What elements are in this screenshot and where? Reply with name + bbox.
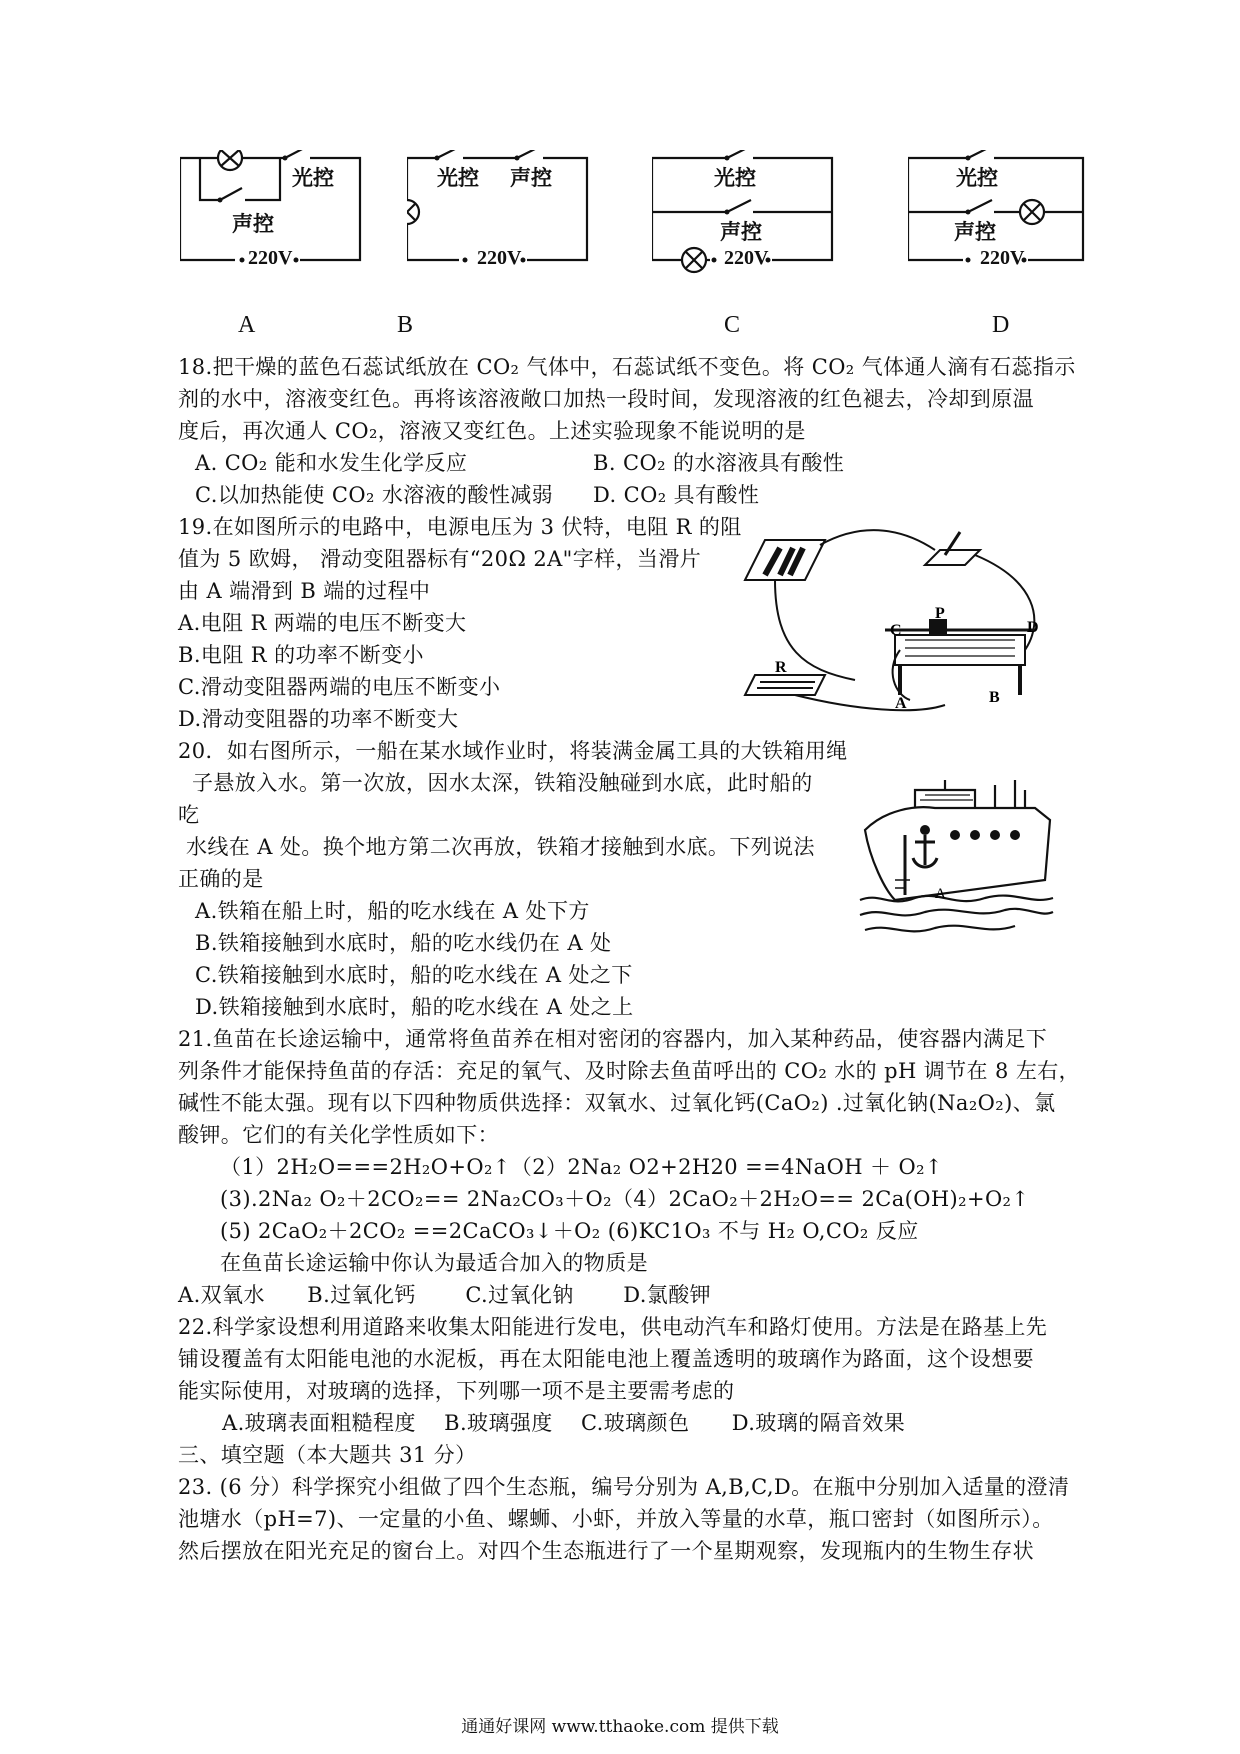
apparatus-drawing — [735, 520, 1055, 720]
circuit-diagrams — [180, 150, 1220, 350]
q19-option-b: B.电阻 R 的功率不断变小 — [178, 643, 424, 667]
q20-option-b: B.铁箱接触到水底时，船的吃水线仍在 A 处 — [195, 931, 612, 955]
light-switch-label: 光控 — [956, 165, 998, 190]
q19-option-d: D.滑动变阻器的功率不断变大 — [178, 707, 459, 731]
light-switch-label: 光控 — [437, 165, 479, 190]
q21-line: 21.鱼苗在长途运输中，通常将鱼苗养在相对密闭的容器内，加入某种药品，使容器内满足下 — [178, 1027, 1048, 1051]
q20-option-d: D.铁箱接触到水底时，船的吃水线在 A 处之上 — [195, 995, 634, 1019]
q18-option-c: C.以加热能使 CO₂ 水溶液的酸性减弱 — [195, 483, 554, 507]
q18-line: 度后，再次通人 CO₂，溶液又变红色。上述实验现象不能说明的是 — [178, 419, 806, 443]
q18-option-a: A. CO₂ 能和水发生化学反应 — [195, 451, 468, 475]
q22-line: 22.科学家设想利用道路来收集太阳能进行发电，供电动汽车和路灯使用。方法是在路基上先 — [178, 1315, 1048, 1339]
voltage-label: 220V — [724, 247, 769, 269]
circuit-d-wiring — [908, 150, 1118, 310]
q20-line: 吃 — [178, 803, 200, 827]
q18-line: 18.把干燥的蓝色石蕊试纸放在 CO₂ 气体中，石蕊试纸不变色。将 CO₂ 气体通人滴有石蕊指示 — [178, 355, 1076, 379]
section-heading: 三、填空题（本大题共 31 分） — [178, 1443, 477, 1467]
q19-line: 由 A 端滑到 B 端的过程中 — [178, 579, 431, 603]
option-letter: B — [397, 312, 414, 338]
q21-equation: (5) 2CaO₂＋2CO₂ ==2CaCO₃↓＋O₂ (6)KC1O₃ 不与 H₂ O,CO₂ 反应 — [220, 1219, 919, 1243]
circuit-d — [908, 150, 1118, 350]
q21-equation: （1）2H₂O===2H₂O+O₂↑（2）2Na₂ O2+2H20 ==4NaOH ＋ O₂↑ — [220, 1155, 943, 1179]
q21-line: 碱性不能太强。现有以下四种物质供选择：双氧水、过氧化钙(CaO₂) .过氧化钠(Na₂O₂)、氯 — [178, 1091, 1056, 1115]
q20-option-a: A.铁箱在船上时，船的吃水线在 A 处下方 — [195, 899, 590, 923]
q19-line: 19.在如图所示的电路中，电源电压为 3 伏特，电阻 R 的阻 — [178, 515, 742, 539]
q20-line: 正确的是 — [178, 867, 264, 891]
q22-line: 铺设覆盖有太阳能电池的水泥板，再在太阳能电池上覆盖透明的玻璃作为路面，这个设想要 — [178, 1347, 1034, 1371]
q20-line: 20．如右图所示，一船在某水域作业时，将装满金属工具的大铁箱用绳 — [178, 739, 848, 763]
circuit-c — [652, 150, 862, 350]
option-letter: C — [724, 312, 741, 338]
q23-line: 池塘水（pH=7)、一定量的小鱼、螺蛳、小虾，并放入等量的水草，瓶口密封（如图所示）。 — [178, 1507, 1054, 1531]
q19-circuit-figure — [735, 520, 1055, 720]
circuit-a-wiring — [180, 150, 390, 310]
q19-option-c: C.滑动变阻器两端的电压不断变小 — [178, 675, 501, 699]
label-c: C — [890, 622, 902, 639]
option-letter: A — [238, 312, 256, 338]
label-a: A — [895, 695, 907, 712]
light-switch-label: 光控 — [292, 165, 334, 190]
q19-line: 值为 5 欧姆， 滑动变阻器标有“20Ω 2A"字样，当滑片 — [178, 547, 702, 571]
q20-ship-figure — [855, 780, 1055, 945]
q18-line: 剂的水中，溶液变红色。再将该溶液敞口加热一段时间，发现溶液的红色褪去，冷却到原温 — [178, 387, 1034, 411]
footer-credit: 通通好课网 www.tthaoke.com 提供下载 — [461, 1717, 779, 1737]
q23-line: 23. (6 分）科学探究小组做了四个生态瓶，编号分别为 A,B,C,D。在瓶中分别加入适量的澄清 — [178, 1475, 1070, 1499]
q19-option-a: A.电阻 R 两端的电压不断变大 — [178, 611, 467, 635]
circuit-b — [397, 150, 617, 350]
label-b: B — [989, 689, 1000, 706]
q22-line: 能实际使用，对玻璃的选择，下列哪一项不是主要需考虑的 — [178, 1379, 735, 1403]
ship-drawing — [855, 780, 1055, 945]
label-d: D — [1027, 619, 1039, 636]
q18-option-b: B. CO₂ 的水溶液具有酸性 — [593, 451, 845, 475]
q23-line: 然后摆放在阳光充足的窗台上。对四个生态瓶进行了一个星期观察，发现瓶内的生物生存状 — [178, 1539, 1034, 1563]
q18-option-d: D. CO₂ 具有酸性 — [593, 483, 760, 507]
q22-options: A.玻璃表面粗糙程度 B.玻璃强度 C.玻璃颜色 D.玻璃的隔音效果 — [222, 1411, 906, 1435]
q21-line: 列条件才能保持鱼苗的存活：充足的氧气、及时除去鱼苗呼出的 CO₂ 水的 pH 调节在 8 左右， — [178, 1059, 1081, 1083]
sound-switch-label: 声控 — [510, 165, 552, 190]
q21-equation: (3).2Na₂ O₂＋2CO₂== 2Na₂CO₃＋O₂（4）2CaO₂＋2H₂O== 2Ca(OH)₂+O₂↑ — [220, 1187, 1030, 1211]
voltage-label: 220V — [477, 247, 522, 269]
voltage-label: 220V — [248, 247, 293, 269]
option-letter: D — [992, 312, 1010, 338]
label-p: P — [935, 605, 945, 622]
q21-line: 酸钾。它们的有关化学性质如下： — [178, 1123, 499, 1147]
label-r: R — [775, 659, 787, 676]
q21-options: A.双氧水 B.过氧化钙 C.过氧化钠 D.氯酸钾 — [178, 1283, 712, 1307]
circuit-a — [180, 150, 390, 350]
voltage-label: 220V — [980, 247, 1025, 269]
q20-option-c: C.铁箱接触到水底时，船的吃水线在 A 处之下 — [195, 963, 633, 987]
light-switch-label: 光控 — [714, 165, 756, 190]
q21-prompt: 在鱼苗长途运输中你认为最适合加入的物质是 — [220, 1251, 648, 1275]
waterline-label-a: A — [935, 886, 946, 902]
q20-line: 水线在 A 处。换个地方第二次再放，铁箱才接触到水底。下列说法 — [186, 835, 815, 859]
q20-line: 子悬放入水。第一次放，因水太深，铁箱没触碰到水底，此时船的 — [192, 771, 813, 795]
sound-switch-label: 声控 — [232, 211, 274, 236]
sound-switch-label: 声控 — [720, 219, 762, 244]
sound-switch-label: 声控 — [954, 219, 996, 244]
